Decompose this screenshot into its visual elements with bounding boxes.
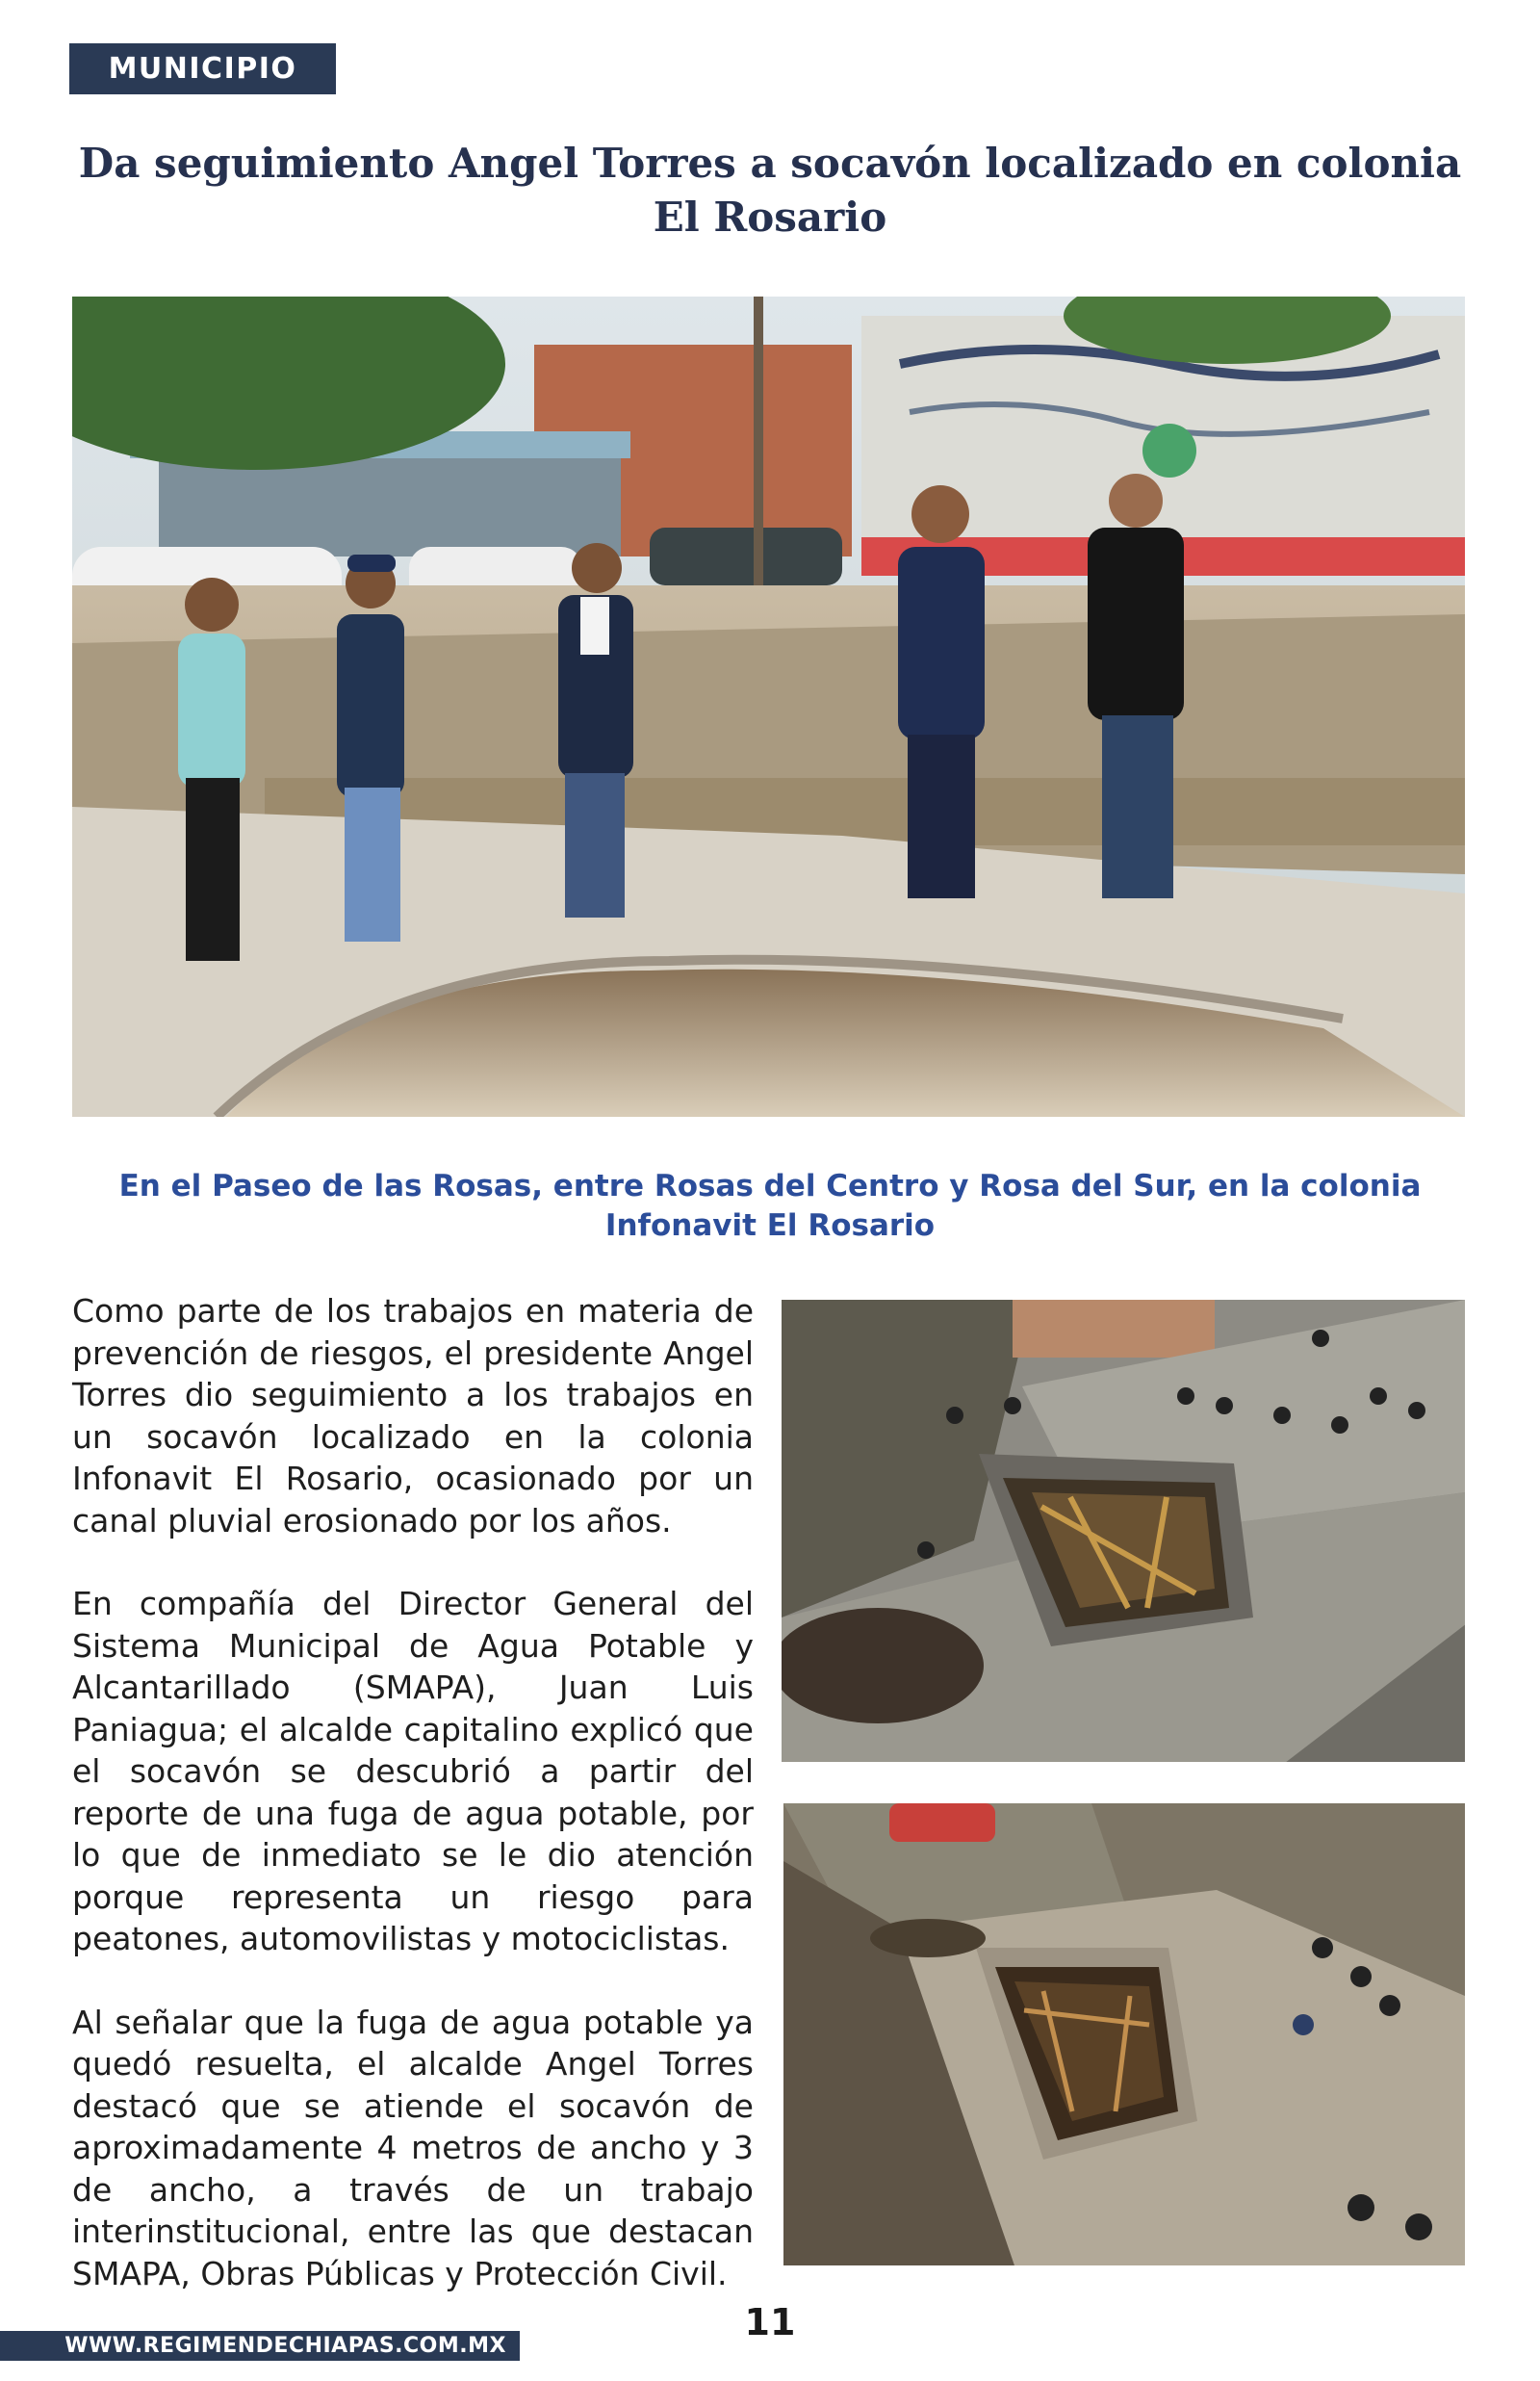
section-label: MUNICIPIO: [69, 43, 336, 94]
website-link[interactable]: WWW.REGIMENDECHIAPAS.COM.MX: [0, 2331, 520, 2361]
article-paragraph: En compañía del Director General del Sistema Municipal de Agua Potable y Alcantarillado (SMAPA), Juan Luis Paniagua; el alcalde capitalino explicó que el socavón se descubrió a partir del reporte de una fuga de agua potable, por lo que de inmediato se le dio atención porque representa un riesgo para peatones, automovilistas y motociclistas.: [72, 1585, 754, 1957]
page-number: 11: [744, 2301, 796, 2343]
article-headline: Da seguimiento Angel Torres a socavón localizado en colonia El Rosario: [78, 140, 1462, 241]
aerial-photo-2: [783, 1803, 1465, 2265]
article-paragraph: Al señalar que la fuga de agua potable ya quedó resuelta, el alcalde Angel Torres destacó que se atiende el socavón de aproximadamente 4 metros de ancho y 3 de ancho, a través de un trabajo interinstitucional, entre las que destacan SMAPA, Obras Públicas y Protección Civil.: [72, 2003, 754, 2292]
article-body: [72, 1290, 754, 2336]
aerial-photo-1: [782, 1300, 1465, 1762]
article-paragraph: Como parte de los trabajos en materia de prevención de riesgos, el presidente Angel Torres dio seguimiento a los trabajos en un socavón localizado en la colonia Infonavit El Rosario, ocasionado por un canal pluvial erosionado por los años.: [72, 1292, 754, 1540]
photo-caption: En el Paseo de las Rosas, entre Rosas del Centro y Rosa del Sur, en la colonia Infonavit El Rosario: [118, 1169, 1422, 1243]
main-photo: [72, 297, 1465, 1117]
